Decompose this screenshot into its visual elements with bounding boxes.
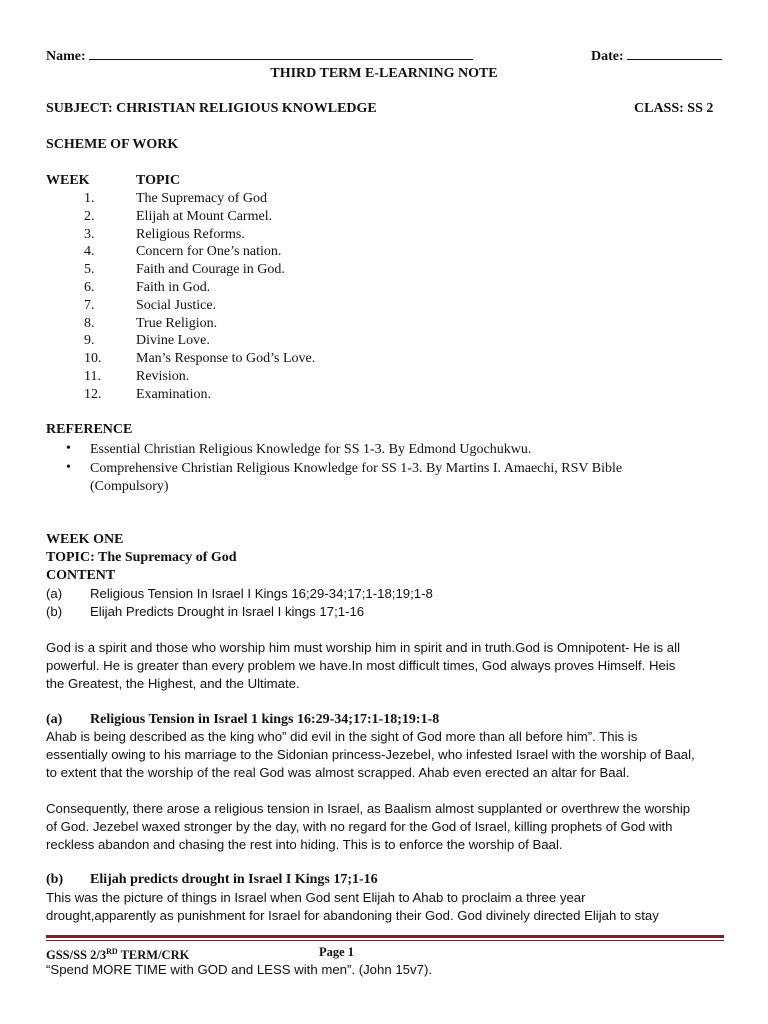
scheme-row bbox=[0, 386, 768, 404]
week-number: 2. bbox=[84, 208, 95, 224]
section-b-label: (b) bbox=[46, 872, 64, 887]
scheme-row bbox=[0, 261, 768, 279]
scheme-heading: SCHEME OF WORK bbox=[46, 137, 179, 152]
paragraph-line: Ahab is being described as the king who” did evil in the sight of God more than all before him”. This is bbox=[46, 729, 638, 744]
date-label: Date: bbox=[591, 49, 624, 64]
week-number: 10. bbox=[84, 351, 102, 367]
week-number: 7. bbox=[84, 297, 95, 313]
paragraph-line: of God. Jezebel waxed stronger by the day, with no regard for the God of Israel, killing prophets of God with bbox=[46, 819, 673, 834]
paragraph-line: This was the picture of things in Israel when God sent Elijah to Ahab to proclaim a three year bbox=[46, 890, 586, 905]
topic-column-header: TOPIC bbox=[136, 173, 181, 188]
class-label: CLASS: SS 2 bbox=[634, 101, 714, 116]
scheme-row bbox=[0, 208, 768, 226]
paragraph-line: God is a spirit and those who worship him must worship him in spirit and in truth.God is Omnipotent- He is all bbox=[46, 640, 680, 655]
paragraph-line: drought,apparently as punishment for Israel for abandoning their God. God divinely directed Elijah to stay bbox=[46, 908, 659, 923]
week-topic: Faith and Courage in God. bbox=[136, 262, 285, 278]
week-number: 12. bbox=[84, 386, 102, 402]
paragraph-line: reckless abandon and chasing the rest into hiding. This is to enforce the worship of Baal. bbox=[46, 837, 563, 852]
content-item-text: Elijah Predicts Drought in Israel I kings 17;1-16 bbox=[90, 604, 365, 619]
scheme-row bbox=[0, 315, 768, 333]
scheme-row bbox=[0, 297, 768, 315]
section-a-title: Religious Tension in Israel 1 kings 16:29-34;17:1-18;19:1-8 bbox=[90, 712, 440, 727]
week-topic: Social Justice. bbox=[136, 297, 217, 313]
footer-page-number: Page 1 bbox=[319, 945, 355, 959]
week-topic: Man’s Response to God’s Love. bbox=[136, 351, 316, 367]
subject-line: SUBJECT: CHRISTIAN RELIGIOUS KNOWLEDGE bbox=[46, 101, 377, 116]
paragraph-line: essentially owing to his marriage to the Sidonian princess-Jezebel, who infested Israel with the worship of Baal, bbox=[46, 747, 695, 762]
week-number: 5. bbox=[84, 262, 95, 278]
week-one-topic: TOPIC: The Supremacy of God bbox=[46, 550, 237, 565]
scheme-row bbox=[0, 243, 768, 261]
scheme-row bbox=[0, 368, 768, 386]
footer-rule-thin bbox=[46, 940, 724, 941]
week-topic: Faith in God. bbox=[136, 280, 211, 295]
name-underline bbox=[89, 47, 473, 60]
name-label: Name: bbox=[46, 49, 86, 64]
content-item-label: (b) bbox=[46, 604, 63, 619]
date-underline bbox=[627, 47, 722, 60]
footer-rule bbox=[46, 935, 724, 938]
paragraph-line: Consequently, there arose a religious tension in Israel, as Baalism almost supplanted or overthrew the worship bbox=[46, 801, 691, 816]
content-heading: CONTENT bbox=[46, 568, 116, 583]
reference-heading: REFERENCE bbox=[46, 422, 133, 437]
paragraph-line: to extent that the worship of the real God was almost scrapped. Ahab even erected an altar for Baal. bbox=[46, 765, 630, 780]
date-field bbox=[591, 47, 722, 66]
name-field bbox=[46, 47, 473, 66]
week-number: 8. bbox=[84, 315, 95, 331]
section-b-title: Elijah predicts drought in Israel I Kings 17;1-16 bbox=[90, 872, 378, 887]
week-column-header: WEEK bbox=[46, 173, 90, 188]
footer-course-suffix: TERM/CRK bbox=[117, 948, 190, 963]
footer-course-prefix: GSS/SS 2/3 bbox=[46, 948, 107, 963]
week-topic: Divine Love. bbox=[136, 333, 210, 349]
section-a-label: (a) bbox=[46, 712, 63, 727]
week-topic: True Religion. bbox=[136, 315, 218, 331]
week-topic: Revision. bbox=[136, 369, 190, 384]
scheme-row bbox=[0, 279, 768, 297]
reference-item-continued: (Compulsory) bbox=[90, 479, 169, 494]
week-topic: Religious Reforms. bbox=[136, 226, 245, 242]
week-number: 9. bbox=[84, 333, 95, 349]
week-number: 3. bbox=[84, 226, 95, 242]
document-title: THIRD TERM E-LEARNING NOTE bbox=[270, 66, 498, 81]
week-topic: Examination. bbox=[136, 386, 212, 402]
week-topic: Elijah at Mount Carmel. bbox=[136, 208, 273, 224]
week-topic: The Supremacy of God bbox=[136, 191, 268, 206]
week-one-heading: WEEK ONE bbox=[46, 532, 124, 547]
content-item-text: Religious Tension In Israel I Kings 16;29-34;17;1-18;19;1-8 bbox=[90, 586, 433, 601]
paragraph-line: powerful. He is greater than every problem we have.In most difficult times, God always proves Himself. Heis bbox=[46, 658, 676, 673]
week-number: 1. bbox=[84, 191, 95, 206]
scheme-row bbox=[0, 350, 768, 368]
content-item-label: (a) bbox=[46, 586, 63, 601]
scheme-row bbox=[0, 226, 768, 244]
footer-course-sup: RD bbox=[106, 947, 118, 956]
week-number: 4. bbox=[84, 244, 95, 260]
week-number: 11. bbox=[84, 369, 101, 384]
bullet-icon: • bbox=[66, 460, 71, 475]
week-topic: Concern for One’s nation. bbox=[136, 244, 282, 260]
reference-item: Comprehensive Christian Religious Knowledge for SS 1-3. By Martins I. Amaechi, RSV Bible bbox=[90, 461, 623, 476]
paragraph-line: the Greatest, the Highest, and the Ultimate. bbox=[46, 676, 300, 691]
scheme-row bbox=[0, 190, 768, 208]
scheme-row bbox=[0, 332, 768, 350]
reference-item: Essential Christian Religious Knowledge for SS 1-3. By Edmond Ugochukwu. bbox=[90, 442, 532, 457]
footer-quote: “Spend MORE TIME with GOD and LESS with men”. (John 15v7). bbox=[46, 962, 433, 977]
bullet-icon: • bbox=[66, 441, 71, 456]
week-number: 6. bbox=[84, 280, 95, 295]
